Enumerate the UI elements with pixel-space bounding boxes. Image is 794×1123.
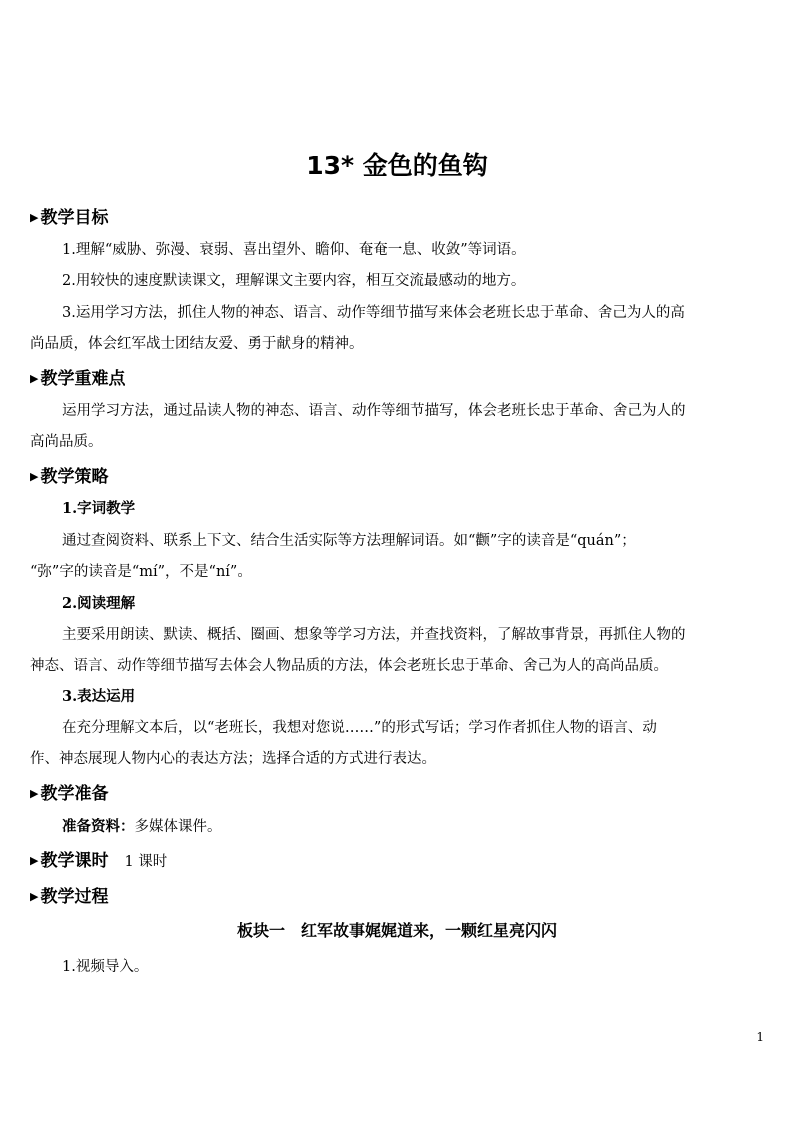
- prep-label: 准备资料：: [62, 818, 135, 835]
- block-title: 板块一 红军故事娓娓道来，一颗红星亮闪闪: [236, 921, 557, 940]
- page-number: 1: [756, 1030, 764, 1044]
- section-heading-prep: ▶ 教学准备: [30, 784, 109, 804]
- strategy-line: 主要采用朗读、默读、概括、圈画、想象等学习方法，并查找资料，了解故事背景，再抓住人物的: [62, 627, 686, 643]
- page-title: 13* 金色的鱼钩: [306, 151, 488, 180]
- strategy-subheading: 1.字词教学: [62, 500, 136, 517]
- section-heading-strategy: ▶ 教学策略: [30, 467, 109, 487]
- prep-line: [62, 815, 222, 836]
- triangle-right-icon: ▶: [30, 854, 39, 867]
- strategy-line: 在充分理解文本后，以“老班长，我想对您说……”的形式写话；学习作者抓住人物的语言、动: [62, 720, 657, 736]
- section-heading-goals: ▶ 教学目标: [30, 208, 109, 228]
- strategy-subheading: 2.阅读理解: [62, 595, 136, 612]
- strategy-line: 神态、语言、动作等细节描写去体会人物品质的方法，体会老班长忠于革命、舍己为人的高尚品质。: [30, 658, 668, 674]
- hours-value: 1 课时: [124, 854, 168, 870]
- goal-item: 3.运用学习方法，抓住人物的神态、语言、动作等细节描写来体会老班长忠于革命、舍己为人的高: [62, 305, 685, 321]
- strategy-line: 通过查阅资料、联系上下文、结合生活实际等方法理解词语。如“颧”字的读音是“quán”；: [62, 533, 636, 549]
- strategy-line: 作、神态展现人物内心的表达方法；选择合适的方式进行表达。: [30, 751, 436, 767]
- key-points-line: 高尚品质。: [30, 434, 103, 450]
- section-heading-hours: ▶ 教学课时 1 课时: [30, 851, 168, 871]
- triangle-right-icon: ▶: [30, 211, 39, 224]
- triangle-right-icon: ▶: [30, 890, 39, 903]
- section-heading-process: ▶ 教学过程: [30, 887, 109, 907]
- process-item: 1.视频导入。: [62, 959, 149, 975]
- goal-item-continued: 尚品质，体会红军战士团结友爱、勇于献身的精神。: [30, 336, 364, 352]
- triangle-right-icon: ▶: [30, 470, 39, 483]
- section-heading-key-points: ▶ 教学重难点: [30, 369, 126, 389]
- key-points-line: 运用学习方法，通过品读人物的神态、语言、动作等细节描写，体会老班长忠于革命、舍己为人的: [62, 403, 686, 419]
- goal-item: 2.用较快的速度默读课文，理解课文主要内容，相互交流最感动的地方。: [62, 273, 526, 289]
- triangle-right-icon: ▶: [30, 787, 39, 800]
- strategy-subheading: 3.表达运用: [62, 688, 136, 705]
- triangle-right-icon: ▶: [30, 372, 39, 385]
- goal-item: 1.理解“威胁、弥漫、衰弱、喜出望外、瞻仰、奄奄一息、收敛”等词语。: [62, 242, 526, 258]
- strategy-line: “弥”字的读音是“mí”，不是“ní”。: [30, 564, 252, 580]
- prep-value: 多媒体课件。: [134, 819, 222, 835]
